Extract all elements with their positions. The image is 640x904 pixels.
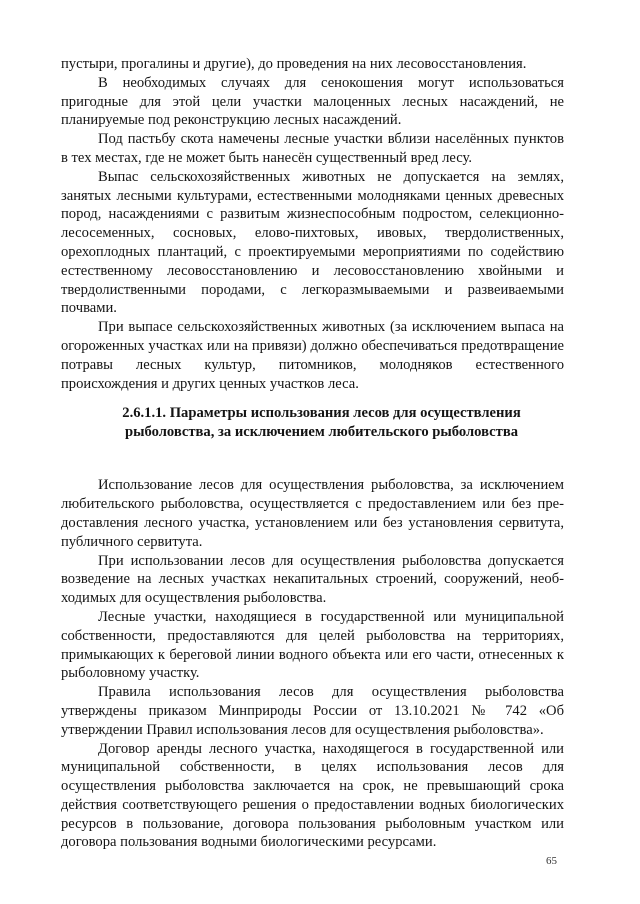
document-page bbox=[61, 55, 564, 852]
paragraph: При использовании лесов для осуществления рыболовства допускается возведение на лесных участках некапитальных строений, сооружений, необ-ходимых для осуществления рыболовства. bbox=[61, 552, 564, 607]
page-number: 65 bbox=[546, 855, 557, 867]
paragraph: При выпасе сельскохозяйственных животных (за исключением выпаса на огороженных участках или на привязи) должно обеспечиваться предотвращение потравы лесных культур, питомников, молодняков естественного происхождения и других ценных участков леса. bbox=[61, 319, 564, 392]
paragraph: Лесные участки, находящиеся в государственной или муниципальной собственности, предоставляются для целей рыболовства на территориях, примыкающих к береговой линии водного объекта или его части, отнесенных к рыболовному участку. bbox=[61, 608, 564, 682]
paragraph: Правила использования лесов для осуществления рыболовства утверждены приказом Минприроды России от 13.10.2021 № 742 «Об утверждении Правил использования лесов для осуществления рыболовства». bbox=[61, 684, 564, 738]
paragraph: Договор аренды лесного участка, находящегося в государственной или муниципальной собственности, в целях использования лесов для осуществления рыболовства заключается на срок, не превышающий срока действия соответствующего решения о предоставлении водных биологических ресурсов в пользование, договора пользования рыболовным участком или договора пользования водными биологическими ресурсами. bbox=[61, 740, 564, 851]
paragraph: Использование лесов для осуществления рыболовства, за исключением любительского рыболовства, осуществляется с предоставлением или без пре-доставления лесного участка, установлением или без установления сервитута, публичного сервитута. bbox=[61, 477, 564, 550]
paragraph: В необходимых случаях для сенокошения могут использоваться пригодные для этой цели участки малоценных лесных насаждений, не планируемые под реконструкцию лесных насаждений. bbox=[61, 74, 564, 129]
paragraph: пустыри, прогалины и другие), до проведения на них лесовосстановления. bbox=[61, 56, 527, 72]
paragraph: Выпас сельскохозяйственных животных не допускается на землях, занятых лесными культурами, естественными молодняками ценных древесных пород, насаждениями с развитым жизнеспособным подростом, селекционно-лесосеменных, сосновых, елово-пихтовых, ивовых, твердолиственных, орехоплодных плантаций, с проектируемыми мероприятиями по содействию естественному лесовосстановлению и лесовосстановлению хвойными и твердолиственными породами, с легкоразмываемыми и развеиваемыми почвами. bbox=[61, 168, 564, 317]
section-heading: 2.6.1.1. Параметры использования лесов для осуществления рыболовства, за исключением любительского рыболовства bbox=[122, 405, 521, 441]
paragraph: Под пастьбу скота намечены лесные участки вблизи населённых пунктов в тех местах, где не может быть нанесён существенный вред лесу. bbox=[61, 131, 564, 166]
